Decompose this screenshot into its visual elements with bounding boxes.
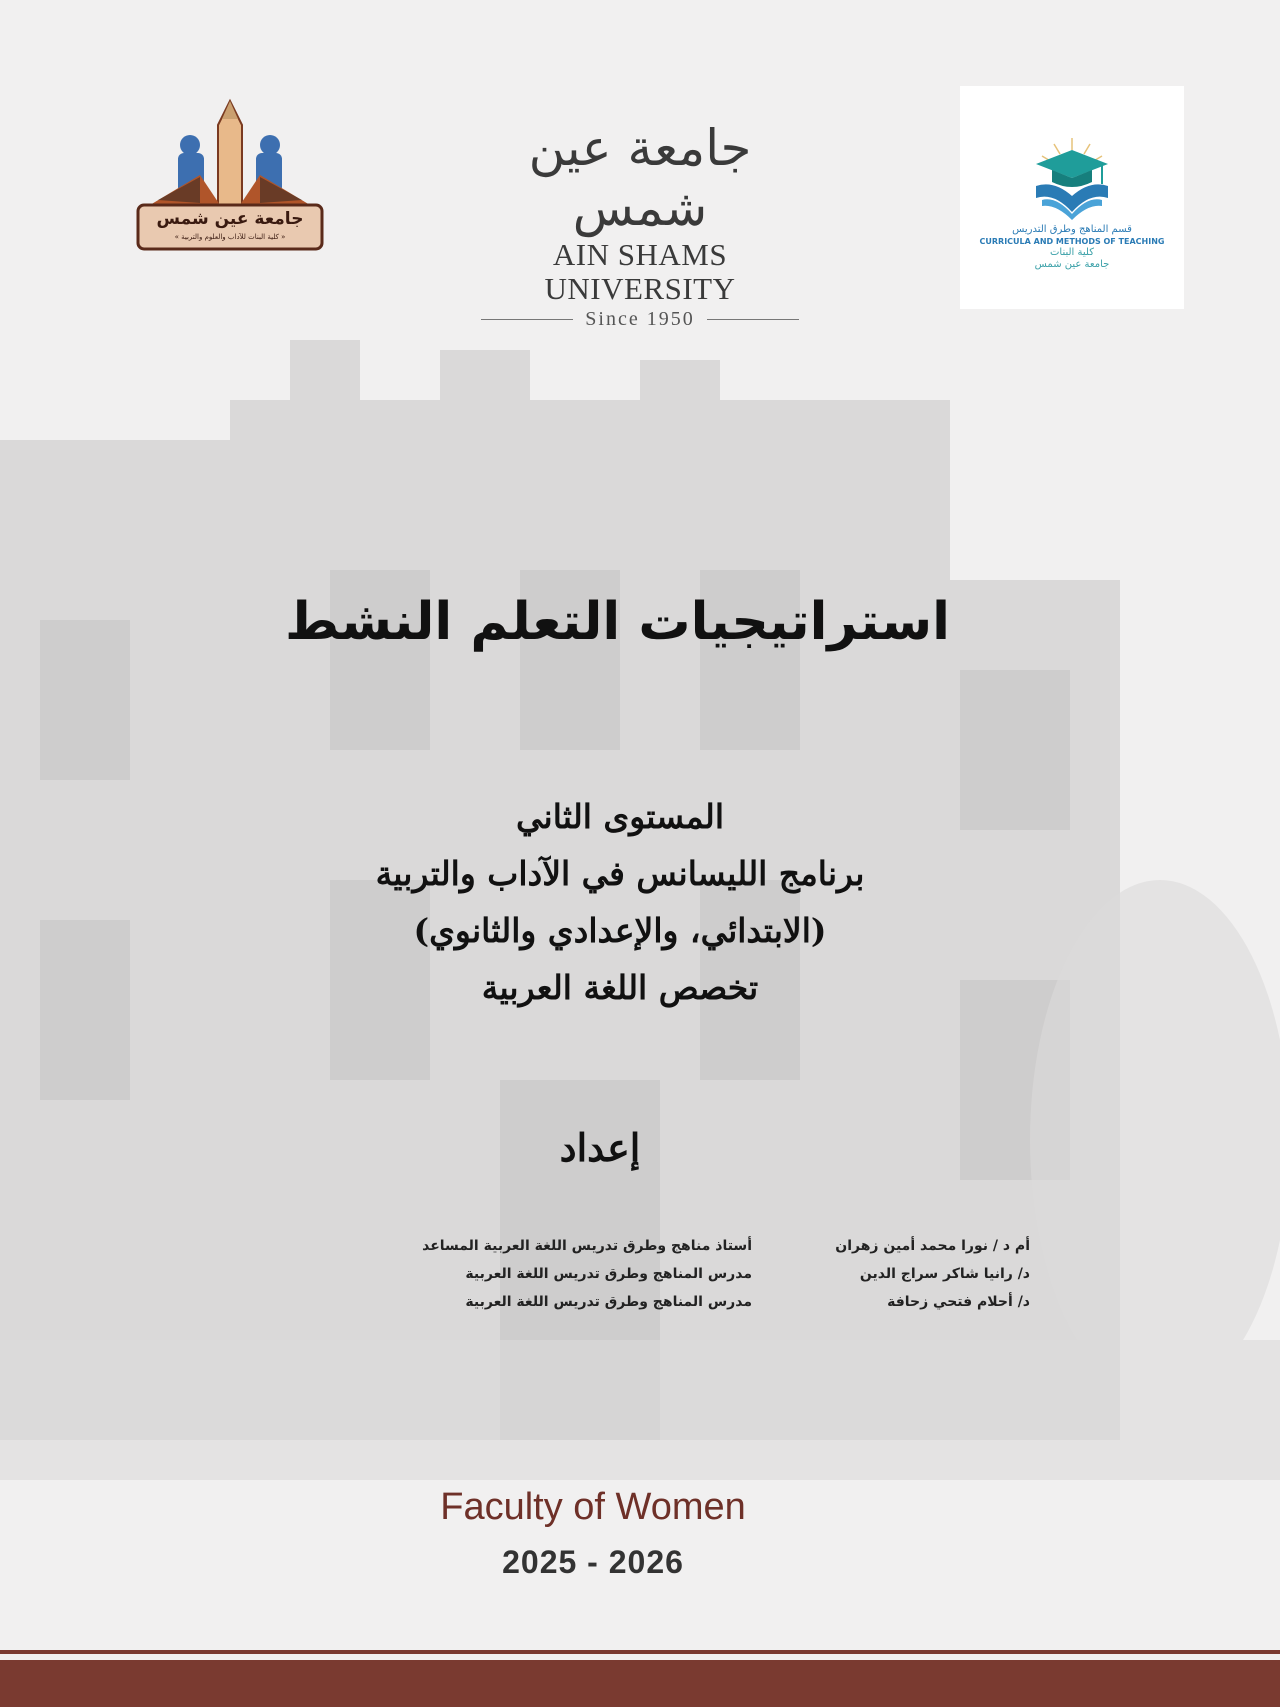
since-line: [460, 308, 820, 331]
crest-text: جامعة عين شمس: [156, 209, 304, 229]
author-name: أم د / نورا محمد أمين زهران: [835, 1238, 1030, 1254]
footer-band: [0, 1660, 1280, 1707]
divider: [481, 319, 573, 320]
author-name: د/ رانيا شاكر سراج الدين: [859, 1266, 1030, 1282]
since-text: Since 1950: [585, 308, 695, 330]
crest-subtext: « كلية البنات للآداب والعلوم والتربية »: [174, 233, 286, 241]
ain-shams-university-logo: [460, 118, 820, 330]
faculty-name-arabic: كلية البنات: [1050, 247, 1094, 258]
faculty-crest-logo: [130, 95, 330, 265]
author-role: أستاذ مناهج وطرق تدريس اللغة العربية المساعد: [422, 1238, 752, 1254]
author-row: [0, 1238, 1280, 1266]
university-name-english: AIN SHAMS UNIVERSITY: [544, 237, 736, 306]
subtitle-block: [0, 788, 1240, 1016]
faculty-name: Faculty of Women: [440, 1486, 746, 1528]
author-row: [0, 1294, 1280, 1322]
dept-name-arabic: قسم المناهج وطرق التدريس: [1012, 224, 1132, 235]
program-text: برنامج الليسانس في الآداب والتربية: [375, 854, 865, 893]
author-role: مدرس المناهج وطرق تدريس اللغة العربية: [465, 1294, 752, 1310]
author-role: مدرس المناهج وطرق تدريس اللغة العربية: [465, 1266, 752, 1282]
document-title: استراتيجيات التعلم النشط: [285, 592, 950, 652]
divider: [707, 319, 799, 320]
dept-name-english: CURRICULA AND METHODS OF TEACHING: [979, 237, 1165, 246]
author-row: [0, 1266, 1280, 1294]
stages-text: (الابتدائي، والإعدادي والثانوي): [413, 911, 827, 950]
academic-year: 2025 - 2026: [502, 1544, 684, 1580]
author-name: د/ أحلام فتحي زحافة: [887, 1294, 1030, 1310]
graduation-cap-book-icon: [1030, 134, 1114, 220]
university-name-arabic: جامعة عين شمس: [528, 119, 752, 237]
specialization-text: تخصص اللغة العربية: [481, 968, 759, 1007]
prepared-by-heading: إعداد: [559, 1125, 641, 1170]
university-name-arabic-small: جامعة عين شمس: [1034, 259, 1110, 270]
authors-list: [0, 1238, 1280, 1322]
footer-divider: [0, 1650, 1280, 1654]
level-text: المستوى الثاني: [516, 797, 724, 836]
curricula-department-logo: [960, 86, 1184, 309]
